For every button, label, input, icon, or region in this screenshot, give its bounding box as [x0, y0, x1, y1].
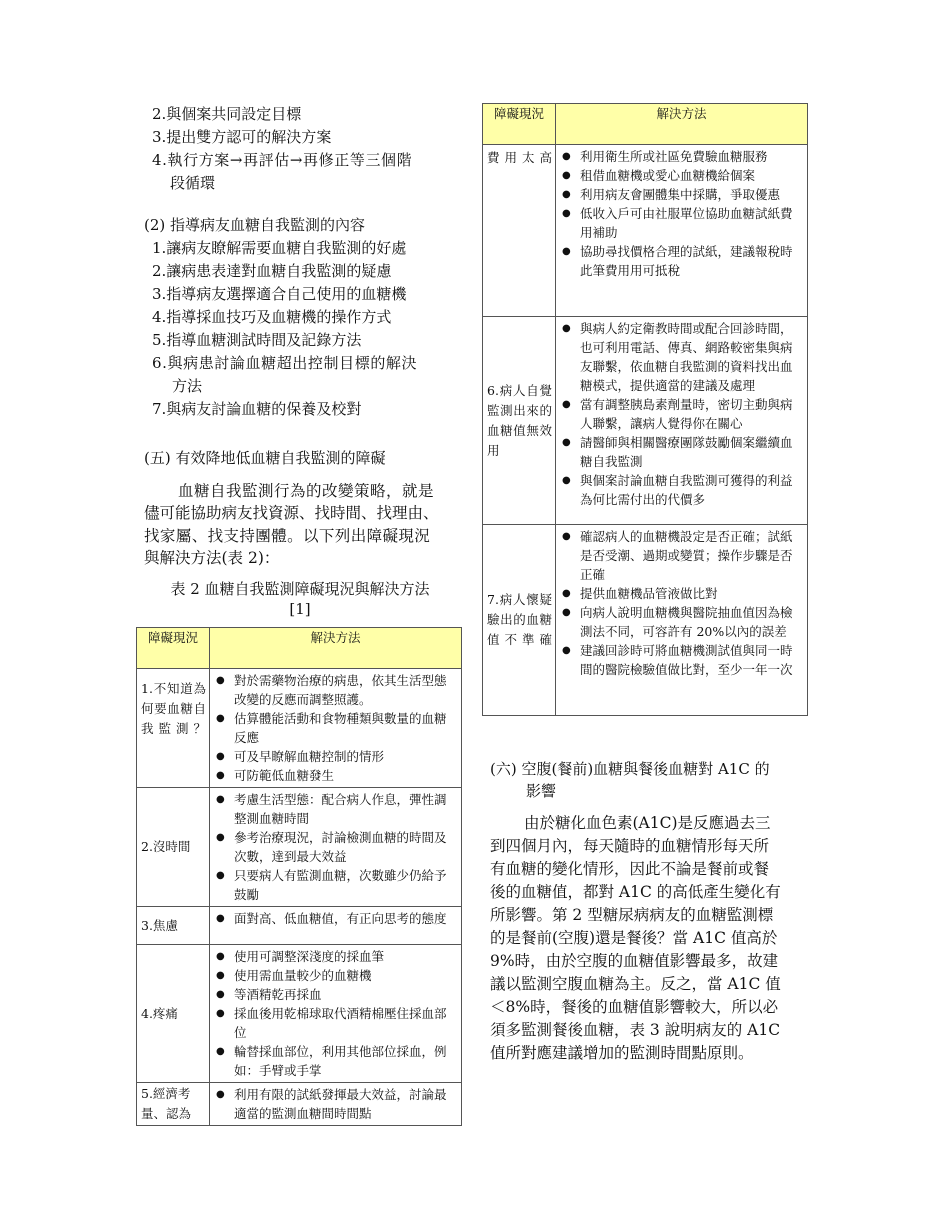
solution-item: ● 向病人說明血糖機與醫院抽血值因為檢測法不同，可容許有 20%以內的誤差: [556, 603, 803, 641]
section-2-item: 6.與病患討論血糖超出控制目標的解決: [152, 354, 418, 372]
solution-item: ● 面對高、低血糖值，有正向思考的態度: [210, 909, 457, 928]
section-6-paragraph-line: 的是餐前(空腹)還是餐後？當 A1C 值高於: [490, 929, 778, 947]
header-obstacle: 障礙現況: [483, 104, 556, 145]
solution-item: ● 估算體能活動和食物種類與數量的血糖反應: [210, 709, 457, 747]
section-6-paragraph-line: ＜8%時，餐後的血糖值影響較大，所以必: [490, 998, 779, 1016]
solution-list: [210, 788, 461, 906]
table-caption-ref: [1]: [289, 600, 311, 618]
table-row: [483, 145, 808, 317]
section-2-item: 1.讓病友瞭解需要血糖自我監測的好處: [152, 239, 407, 257]
section-2-item: 5.指導血糖測試時間及記錄方法: [152, 331, 362, 349]
obstacle-label: 5.經濟考量、認為: [137, 1083, 210, 1126]
obstacle-label: 6.病人自覺監測出來的血糖值無效用: [483, 317, 556, 525]
table-row: [137, 669, 462, 788]
section-6-heading: (六) 空腹(餐前)血糖與餐後血糖對 A1C 的: [490, 760, 770, 778]
table-caption: 表 2 血糖自我監測障礙現況與解決方法: [170, 580, 430, 598]
section-2-item: 2.讓病患表達對血糖自我監測的疑慮: [152, 262, 392, 280]
section-5-heading: (五) 有效降地低血糖自我監測的障礙: [144, 449, 386, 467]
table-row: [137, 1083, 462, 1126]
solution-item: ● 請醫師與相關醫療團隊鼓勵個案繼續血糖自我監測: [556, 433, 803, 471]
table-row: [483, 525, 808, 716]
section-6-paragraph-line: 9%時，由於空腹的血糖值影響最多，故建: [490, 952, 779, 970]
obstacle-label: 7.病人懷疑驗出的血糖值不準確: [483, 525, 556, 716]
section-6-paragraph-line: 後的血糖值，都對 A1C 的高低產生變化有: [490, 883, 781, 901]
solution-list: [556, 145, 807, 282]
section-6-paragraph-line: 值所對應建議增加的監測時間點原則。: [490, 1044, 754, 1062]
solution-item: ● 利用有限的試紙發揮最大效益，討論最適當的監測血糖間時間點: [210, 1085, 457, 1123]
solution-item: ● 低收入戶可由社服單位協助血糖試紙費用補助: [556, 204, 803, 242]
solution-item: ● 可及早瞭解血糖控制的情形: [210, 747, 457, 766]
table-row: [137, 907, 462, 945]
solution-item: ● 對於需藥物治療的病患，依其生活型態改變的反應而調整照護。: [210, 671, 457, 709]
solution-item: ● 建議回診時可將血糖機測試值與同一時間的醫院檢驗值做比對，至少一年一次: [556, 641, 803, 679]
section-2-heading: (2) 指導病友血糖自我監測的內容: [144, 216, 366, 234]
solution-item: ● 採血後用乾棉球取代酒精棉壓住採血部位: [210, 1004, 457, 1042]
solution-list: [556, 317, 807, 511]
section-2-item-continued: 方法: [172, 377, 203, 395]
table-row: [137, 788, 462, 907]
obstacle-label: 1.不知道為何要血糖自我監測？: [137, 669, 210, 788]
solution-item: ● 提供血糖機品管液做比對: [556, 584, 803, 603]
header-solution: 解決方法: [556, 104, 808, 145]
solution-list: [210, 1083, 461, 1125]
table-row: [137, 945, 462, 1083]
section-5-paragraph-line: 與解決方法(表 2)：: [144, 549, 280, 567]
obstacle-label: 4.疼痛: [137, 945, 210, 1083]
solution-item: ● 可防範低血糖發生: [210, 766, 457, 785]
section-6-heading-continued: 影響: [526, 782, 557, 800]
section-6-paragraph-line: 有血糖的變化情形，因此不論是餐前或餐: [490, 860, 770, 878]
solution-item: ● 只要病人有監測血糖，次數雖少仍給予鼓勵: [210, 866, 457, 904]
solution-item: ● 等酒精乾再採血: [210, 985, 457, 1004]
solution-item: ● 利用衛生所或社區免費驗血糖服務: [556, 147, 803, 166]
section-6-paragraph-line: 議以監測空腹血糖為主。反之，當 A1C 值: [490, 975, 781, 993]
barrier-table-right: [482, 103, 808, 716]
section-2-item: 7.與病友討論血糖的保養及校對: [152, 400, 362, 418]
solution-item: ● 考慮生活型態：配合病人作息，彈性調整測血糖時間: [210, 790, 457, 828]
solution-list: [556, 525, 807, 681]
table-header-row: [137, 628, 462, 669]
section-6-paragraph-line: 由於糖化血色素(A1C)是反應過去三: [524, 814, 771, 832]
section-2-item: 4.指導採血技巧及血糖機的操作方式: [152, 308, 392, 326]
section-6-paragraph-line: 須多監測餐後血糖，表 3 說明病友的 A1C: [490, 1021, 781, 1039]
obstacle-label: 2.沒時間: [137, 788, 210, 907]
barrier-table-left: [136, 627, 462, 1126]
obstacle-label: 3.焦慮: [137, 907, 210, 945]
solution-item: ● 使用需血量較少的血糖機: [210, 966, 457, 985]
solution-list: [210, 669, 461, 787]
section-6-paragraph-line: 所影響。第 2 型糖尿病病友的血糖監測標: [490, 906, 774, 924]
step-item: 3.提出雙方認可的解決方案: [152, 128, 332, 146]
header-obstacle: 障礙現況: [137, 628, 210, 669]
solution-item: ● 當有調整胰島素劑量時，密切主動與病人聯繫，讓病人覺得你在關心: [556, 395, 803, 433]
section-5-paragraph-line: 找家屬、找支持團體。以下列出障礙現況: [144, 527, 431, 545]
solution-item: ● 使用可調整深淺度的採血筆: [210, 947, 457, 966]
solution-list: [210, 945, 461, 1082]
solution-item: ● 確認病人的血糖機設定是否正確；試紙是否受潮、過期或變質；操作步驟是否正確: [556, 527, 803, 584]
step-item: 4.執行方案→再評估→再修正等三個階: [152, 151, 413, 169]
solution-item: ● 參考治療現況，討論檢測血糖的時間及次數，達到最大效益: [210, 828, 457, 866]
solution-item: ● 租借血糖機或愛心血糖機給個案: [556, 166, 803, 185]
step-item: 2.與個案共同設定目標: [152, 105, 302, 123]
section-5-paragraph-line: 血糖自我監測行為的改變策略，就是: [178, 482, 435, 500]
table-header-row: [483, 104, 808, 145]
header-solution: 解決方法: [210, 628, 462, 669]
obstacle-label: 費用太高: [483, 145, 556, 317]
section-5-paragraph-line: 儘可能協助病友找資源、找時間、找理由、: [144, 504, 439, 522]
solution-item: ● 協助尋找價格合理的試紙，建議報稅時此筆費用用可抵稅: [556, 242, 803, 280]
step-item-continued: 段循環: [170, 174, 216, 192]
table-row: [483, 317, 808, 525]
solution-item: ● 與個案討論血糖自我監測可獲得的利益為何比需付出的代價多: [556, 471, 803, 509]
section-6-paragraph-line: 到四個月內，每天隨時的血糖情形每天所: [490, 837, 770, 855]
solution-item: ● 輪替採血部位，利用其他部位採血，例如：手臂或手掌: [210, 1042, 457, 1080]
solution-list: [210, 907, 461, 930]
solution-item: ● 與病人約定衛教時間或配合回診時間，也可利用電話、傳真、網路較密集與病友聯繫，依血糖自我監測的資料找出血糖模式，提供適當的建議及處理: [556, 319, 803, 395]
solution-item: ● 利用病友會團體集中採購，爭取優惠: [556, 185, 803, 204]
section-2-item: 3.指導病友選擇適合自己使用的血糖機: [152, 285, 407, 303]
